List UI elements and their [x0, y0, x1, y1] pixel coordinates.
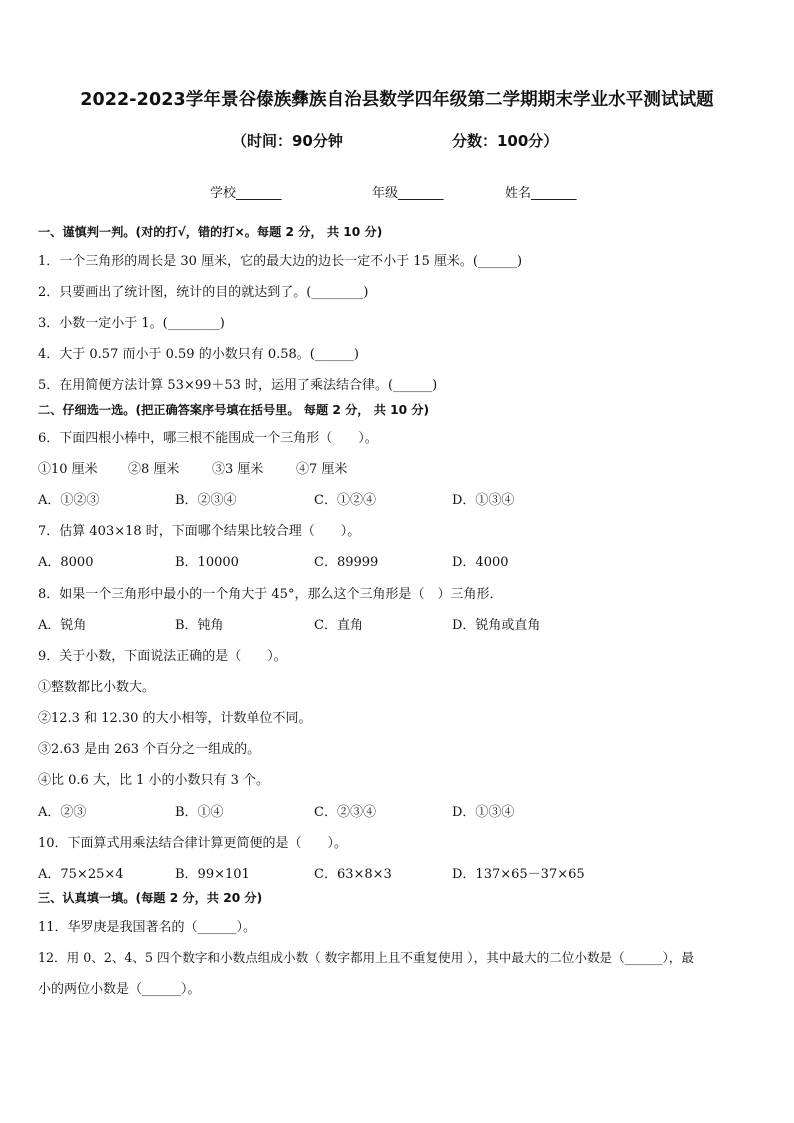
q9-statement-3: ③2.63 是由 263 个百分之一组成的。: [38, 742, 261, 757]
q9-statement-4: ④比 0.6 大，比 1 小的小数只有 3 个。: [38, 773, 270, 788]
q8-option-a[interactable]: A．锐角: [38, 618, 87, 633]
question-4: 4．大于 0.57 而小于 0.59 的小数只有 0.58。(______): [38, 347, 359, 362]
question-11: 11．华罗庚是我国著名的（______）。: [38, 920, 257, 935]
section-1-heading: 一、谨慎判一判。(对的打√，错的打×。每题 2 分， 共 10 分): [38, 225, 383, 239]
question-1: 1．一个三角形的周长是 30 厘米，它的最大边的边长一定不小于 15 厘米。(______): [38, 254, 523, 269]
q6-option-b[interactable]: B．②③④: [175, 493, 237, 508]
q8-option-c[interactable]: C．直角: [314, 618, 363, 633]
q6-item-2: ②8 厘米: [128, 462, 180, 477]
question-5: 5．在用简便方法计算 53×99＋53 时，运用了乘法结合律。(______): [38, 378, 438, 393]
question-3: 3．小数一定小于 1。(________): [38, 316, 225, 331]
q8-option-d[interactable]: D．锐角或直角: [452, 618, 541, 633]
exam-time: （时间：90分钟: [232, 132, 343, 150]
q6-option-a[interactable]: A．①②③: [38, 493, 100, 508]
q6-option-c[interactable]: C．①②④: [314, 493, 376, 508]
q7-option-b[interactable]: B．10000: [175, 555, 239, 570]
grade-field[interactable]: 年级_______: [372, 186, 444, 201]
section-2-heading: 二、仔细选一选。(把正确答案序号填在括号里。 每题 2 分， 共 10 分): [38, 403, 430, 417]
q10-option-b[interactable]: B．99×101: [175, 867, 250, 882]
question-10: 10．下面算式用乘法结合律计算更简便的是（ ）。: [38, 836, 348, 851]
q9-statement-1: ①整数都比小数大。: [38, 680, 156, 695]
q10-option-c[interactable]: C．63×8×3: [314, 867, 392, 882]
q9-option-d[interactable]: D．①③④: [452, 805, 515, 820]
name-field[interactable]: 姓名_______: [505, 186, 577, 201]
question-12-line-2: 小的两位小数是（______）。: [38, 982, 201, 997]
question-6: 6．下面四根小棒中，哪三根不能围成一个三角形（ ）。: [38, 431, 378, 446]
page-title: 2022-2023学年景谷傣族彝族自治县数学四年级第二学期期末学业水平测试试题: [80, 90, 714, 110]
q8-option-b[interactable]: B．钝角: [175, 618, 224, 633]
question-2: 2．只要画出了统计图，统计的目的就达到了。(________): [38, 285, 369, 300]
q7-option-a[interactable]: A．8000: [38, 555, 94, 570]
school-field[interactable]: 学校_______: [210, 186, 282, 201]
question-7: 7．估算 403×18 时，下面哪个结果比较合理（ ）。: [38, 524, 361, 539]
section-3-heading: 三、认真填一填。(每题 2 分，共 20 分): [38, 891, 263, 905]
question-9: 9．关于小数，下面说法正确的是（ ）。: [38, 649, 287, 664]
exam-score: 分数：100分）: [452, 132, 559, 150]
q7-option-d[interactable]: D．4000: [452, 555, 509, 570]
question-12-line-1: 12．用 0、2、4、5 四个数字和小数点组成小数（ 数字都用上且不重复使用 ），其中最大的二位小数是（______），最: [38, 950, 694, 965]
q6-item-1: ①10 厘米: [38, 462, 98, 477]
q10-option-d[interactable]: D．137×65－37×65: [452, 867, 585, 882]
q9-option-b[interactable]: B．①④: [175, 805, 224, 820]
q6-item-3: ③3 厘米: [212, 462, 264, 477]
q9-statement-2: ②12.3 和 12.30 的大小相等，计数单位不同。: [38, 711, 312, 726]
q10-option-a[interactable]: A．75×25×4: [38, 867, 124, 882]
q6-option-d[interactable]: D．①③④: [452, 493, 515, 508]
q9-option-c[interactable]: C．②③④: [314, 805, 376, 820]
q9-option-a[interactable]: A．②③: [38, 805, 87, 820]
q7-option-c[interactable]: C．89999: [314, 555, 379, 570]
question-8: 8．如果一个三角形中最小的一个角大于 45°，那么这个三角形是（ ）三角形．: [38, 587, 503, 602]
q6-item-4: ④7 厘米: [296, 462, 348, 477]
